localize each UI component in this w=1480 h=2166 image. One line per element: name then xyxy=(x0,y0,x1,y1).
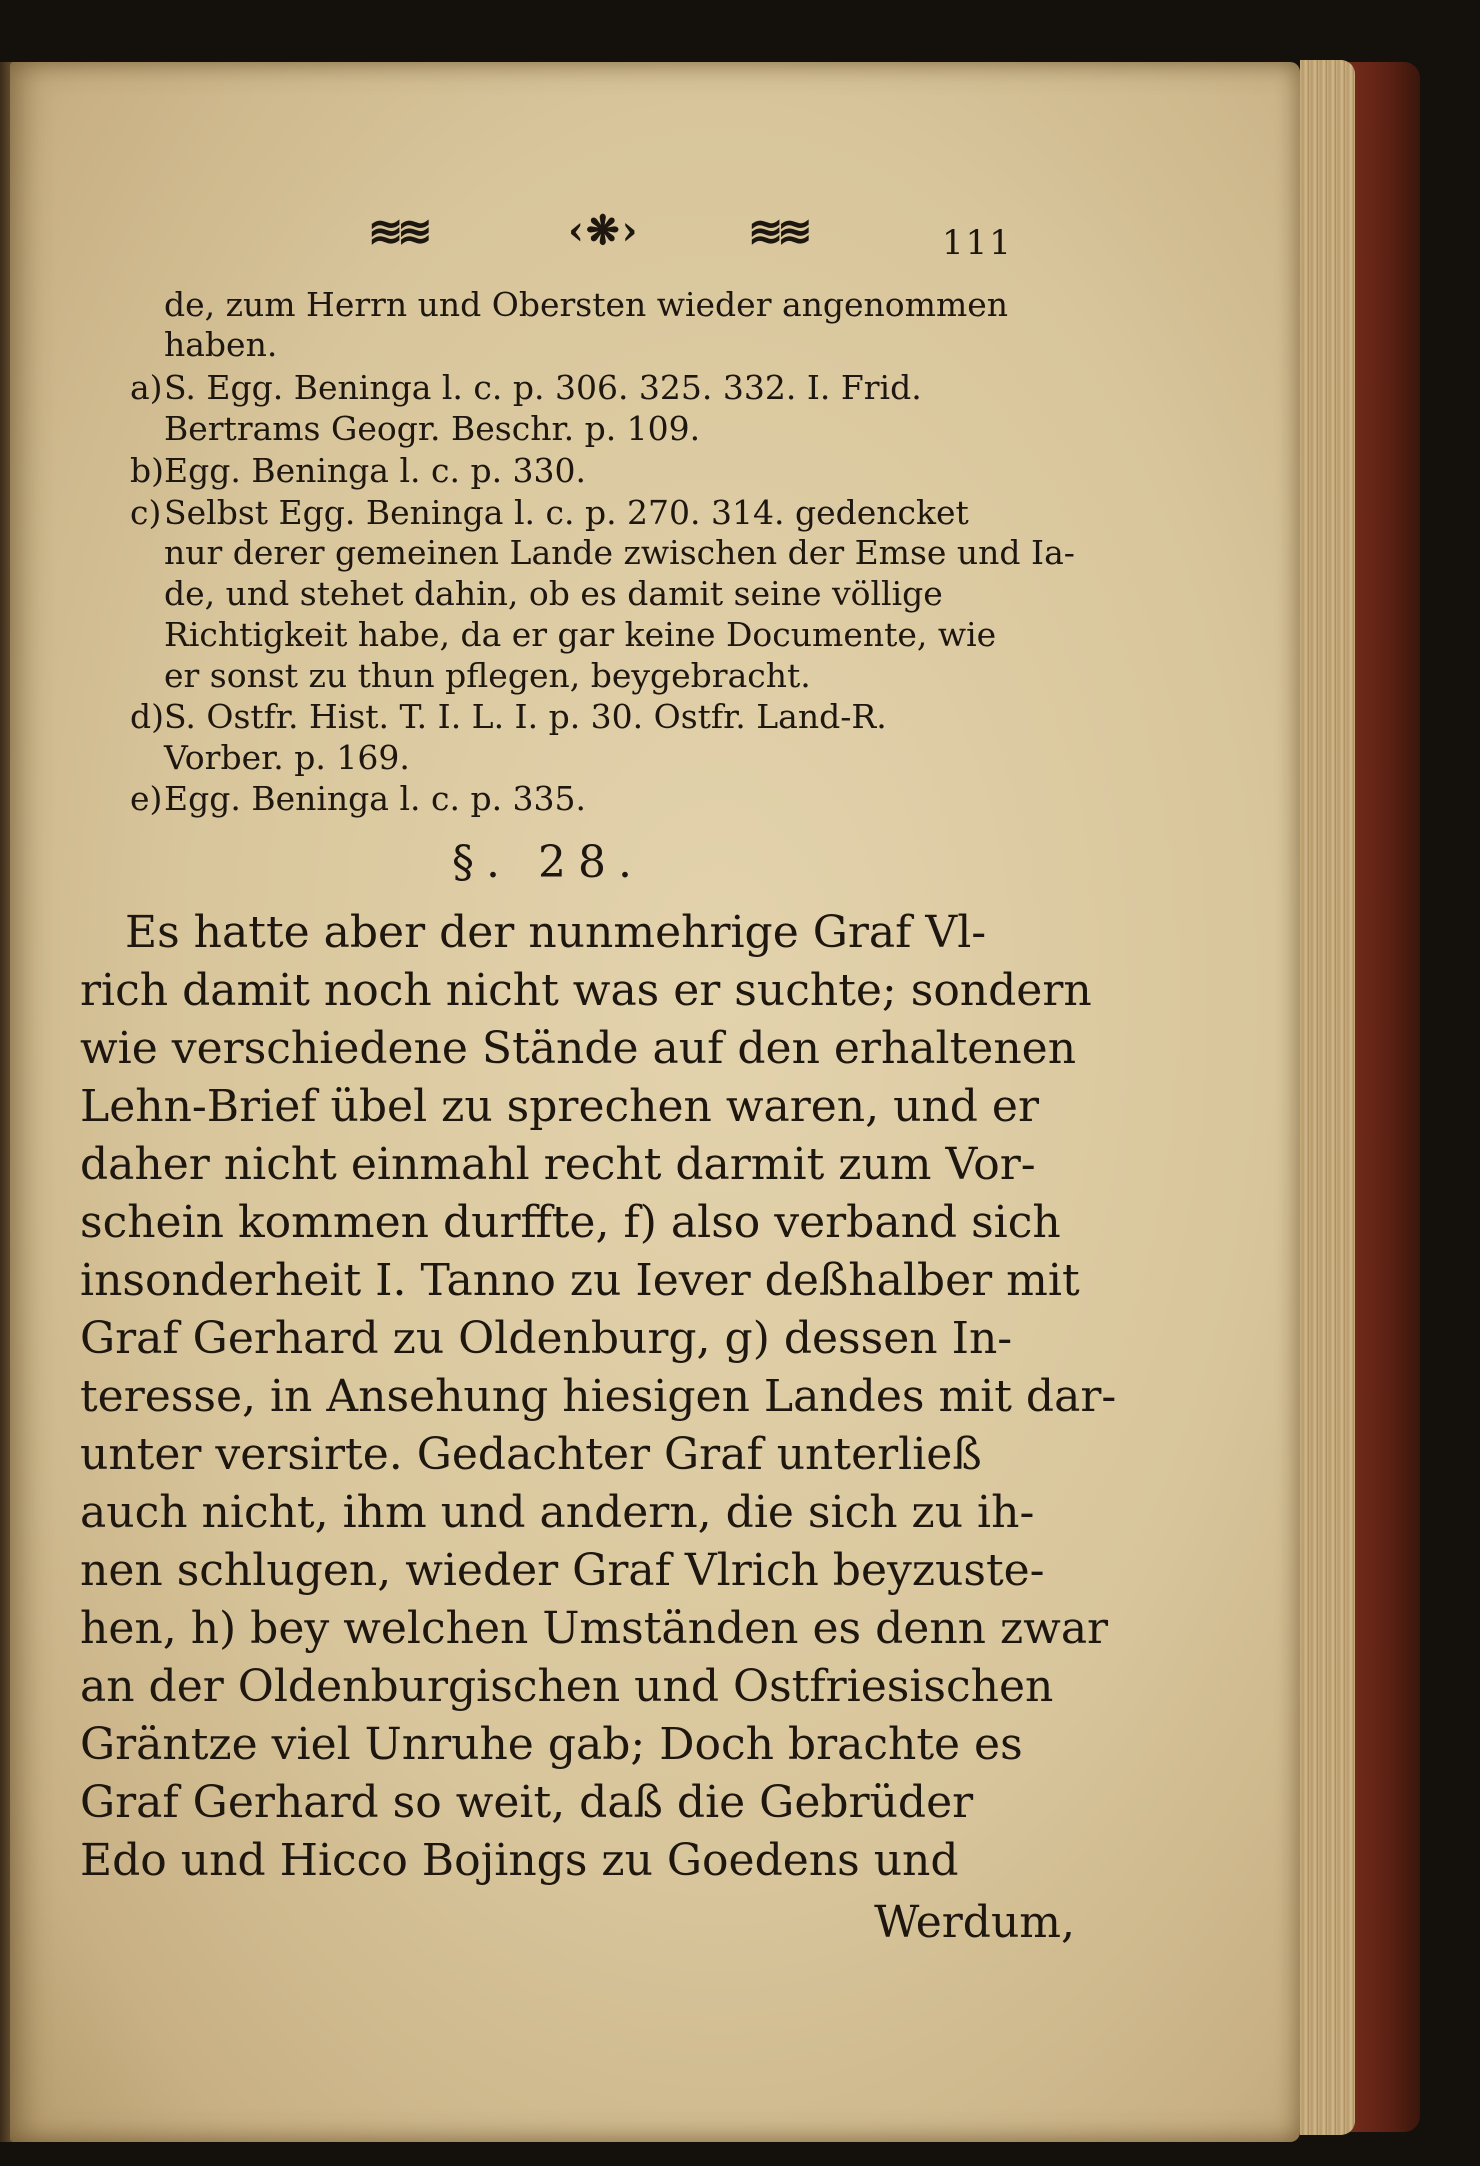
book-page xyxy=(10,62,1300,2142)
footnote-line: de, und stehet dahin, ob es damit seine völlige xyxy=(164,574,943,613)
page-fore-edge xyxy=(1300,60,1355,2135)
footnote-line: er sonst zu thun pflegen, beygebracht. xyxy=(164,656,811,695)
page-number: 111 xyxy=(942,223,1013,263)
body-line: Graf Gerhard so weit, daß die Gebrüder xyxy=(80,1777,974,1828)
section-heading: §. 28. xyxy=(452,837,644,888)
body-line: an der Oldenburgischen und Ostfriesischen xyxy=(80,1661,1054,1712)
header-ornament-right: ≋≋ xyxy=(748,207,807,256)
body-line: nen schlugen, wieder Graf Vlrich beyzuste- xyxy=(80,1545,1045,1596)
body-line: rich damit noch nicht was er suchte; sondern xyxy=(80,965,1092,1016)
body-line: unter versirte. Gedachter Graf unterließ xyxy=(80,1429,982,1480)
body-line: wie verschiedene Stände auf den erhaltenen xyxy=(80,1023,1077,1074)
footnote-line: Richtigkeit habe, da er gar keine Documente, wie xyxy=(164,615,997,654)
footnote-line: a)S. Egg. Beninga l. c. p. 306. 325. 332. I. Frid. xyxy=(130,368,922,407)
body-line: teresse, in Ansehung hiesigen Landes mit dar- xyxy=(80,1371,1117,1422)
catchword: Werdum, xyxy=(874,1897,1075,1948)
footnote-line: b)Egg. Beninga l. c. p. 330. xyxy=(130,451,587,490)
body-line: Edo und Hicco Bojings zu Goedens und xyxy=(80,1835,959,1886)
footnote-line: de, zum Herrn und Obersten wieder angenommen xyxy=(164,285,1009,324)
body-line: auch nicht, ihm und andern, die sich zu ih- xyxy=(80,1487,1035,1538)
footnote-line: e)Egg. Beninga l. c. p. 335. xyxy=(130,779,587,818)
footnote-line: d)S. Ostfr. Hist. T. I. L. I. p. 30. Ostfr. Land-R. xyxy=(130,697,887,736)
body-line: hen, h) bey welchen Umständen es denn zwar xyxy=(80,1603,1109,1654)
body-line: daher nicht einmahl recht darmit zum Vor- xyxy=(80,1139,1036,1190)
body-line: Gräntze viel Unruhe gab; Doch brachte es xyxy=(80,1719,1023,1770)
body-line: Es hatte aber der nunmehrige Graf Vl- xyxy=(125,907,987,958)
body-line: insonderheit I. Tanno zu Iever deßhalber mit xyxy=(80,1255,1080,1306)
footnote-line: Vorber. p. 169. xyxy=(164,738,410,777)
body-line: Lehn-Brief übel zu sprechen waren, und er xyxy=(80,1081,1039,1132)
header-ornament-left: ≋≋ xyxy=(368,207,427,256)
footnote-line: nur derer gemeinen Lande zwischen der Emse und Ia- xyxy=(164,533,1075,572)
header-ornament-center: ‹❋› xyxy=(568,207,640,254)
footnote-line: haben. xyxy=(164,325,278,364)
footnote-line: c)Selbst Egg. Beninga l. c. p. 270. 314. gedencket xyxy=(130,493,969,532)
body-line: Graf Gerhard zu Oldenburg, g) dessen In- xyxy=(80,1313,1013,1364)
footnote-line: Bertrams Geogr. Beschr. p. 109. xyxy=(164,409,701,448)
body-line: schein kommen durffte, f) also verband sich xyxy=(80,1197,1061,1248)
